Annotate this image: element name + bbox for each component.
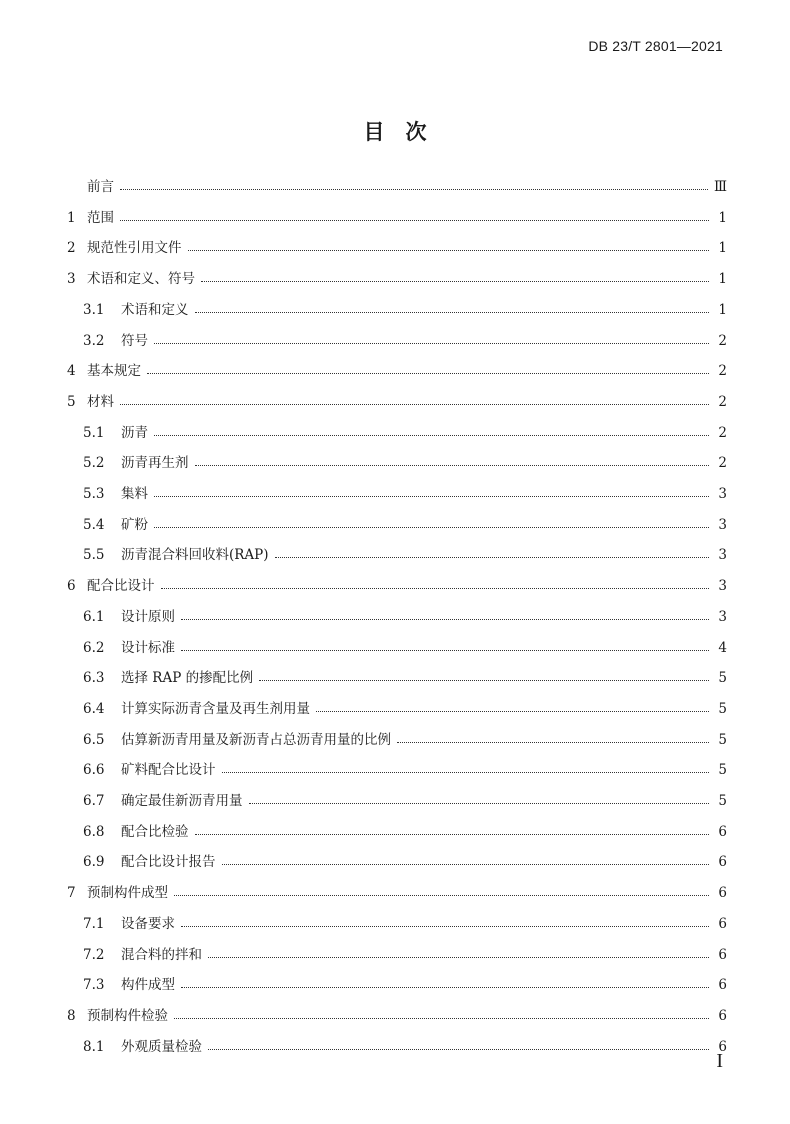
toc-entry-title: 外观质量检验 bbox=[121, 1038, 202, 1055]
toc-entry-title: 集料 bbox=[121, 486, 148, 502]
standard-code: DB 23/T 2801—2021 bbox=[588, 38, 723, 54]
toc-entry-label bbox=[83, 852, 216, 872]
toc-entry-title: 符号 bbox=[121, 332, 148, 349]
toc-entry-label bbox=[83, 945, 202, 965]
toc-entry[interactable] bbox=[0, 607, 790, 627]
toc-entry-number: 6.5 bbox=[83, 731, 105, 748]
toc-leader-dots bbox=[181, 619, 709, 620]
toc-page-number: 6 bbox=[718, 823, 727, 840]
toc-leader-dots bbox=[147, 373, 709, 374]
toc-entry-title: 基本规定 bbox=[87, 363, 141, 380]
toc-entry[interactable] bbox=[0, 331, 790, 351]
toc-entry[interactable] bbox=[0, 822, 790, 842]
toc-entry-number: 8.1 bbox=[83, 1038, 105, 1055]
toc-entry-number: 5.3 bbox=[83, 486, 105, 502]
toc-leader-dots bbox=[259, 680, 709, 681]
toc-entry-label bbox=[67, 392, 114, 412]
toc-entry[interactable] bbox=[0, 453, 790, 473]
toc-leader-dots bbox=[174, 1018, 709, 1019]
toc-entry-title: 选择 RAP 的掺配比例 bbox=[121, 670, 254, 687]
toc-entry-label bbox=[67, 177, 114, 197]
toc-page-number: 2 bbox=[718, 393, 727, 410]
toc-leader-dots bbox=[181, 987, 709, 988]
toc-page-number: 5 bbox=[718, 762, 727, 779]
toc-page-number: 5 bbox=[718, 700, 727, 717]
toc-entry-title: 规范性引用文件 bbox=[87, 240, 182, 257]
toc-entry-number: 3 bbox=[67, 271, 76, 288]
toc-entry-number: 5.5 bbox=[83, 547, 105, 564]
toc-entry-label bbox=[67, 1006, 168, 1026]
toc-leader-dots bbox=[316, 711, 709, 712]
toc-entry-number: 5.1 bbox=[83, 424, 105, 441]
toc-page-number: 4 bbox=[718, 639, 727, 656]
toc-leader-dots bbox=[397, 742, 709, 743]
toc-page-number: 3 bbox=[718, 486, 727, 502]
toc-page-number: 2 bbox=[718, 363, 727, 380]
toc-page-number: 3 bbox=[718, 608, 727, 625]
toc-entry-label bbox=[67, 361, 141, 381]
toc-page-number: 3 bbox=[718, 547, 727, 564]
toc-entry-label bbox=[67, 269, 195, 289]
toc-leader-dots bbox=[195, 834, 709, 835]
toc-entry[interactable] bbox=[0, 699, 790, 719]
toc-page-number: 2 bbox=[718, 455, 727, 472]
toc-leader-dots bbox=[195, 465, 709, 466]
toc-page-number: 2 bbox=[718, 424, 727, 441]
toc-entry-title: 范围 bbox=[87, 209, 114, 226]
toc-entry-label bbox=[83, 668, 253, 688]
toc-entry-title: 计算实际沥青含量及再生剂用量 bbox=[121, 700, 310, 717]
toc-entry-title: 构件成型 bbox=[121, 977, 175, 994]
toc-entry[interactable] bbox=[0, 423, 790, 443]
toc-leader-dots bbox=[120, 404, 709, 405]
toc-entry[interactable] bbox=[0, 545, 790, 565]
toc-entry-title: 估算新沥青用量及新沥青占总沥青用量的比例 bbox=[121, 731, 391, 748]
toc-entry-label bbox=[83, 638, 175, 658]
toc-entry[interactable] bbox=[0, 269, 790, 289]
toc-entry-title: 矿料配合比设计 bbox=[121, 762, 216, 779]
toc-entry-label bbox=[83, 423, 148, 443]
toc-page-number: 6 bbox=[718, 1038, 727, 1055]
toc-entry-title: 确定最佳新沥青用量 bbox=[121, 793, 243, 809]
toc-entry-title: 预制构件检验 bbox=[87, 1007, 168, 1024]
toc-entry-number: 1 bbox=[67, 209, 76, 226]
toc-leader-dots bbox=[154, 343, 709, 344]
toc-entry-number: 6.9 bbox=[83, 854, 105, 871]
toc-page-number: 1 bbox=[718, 301, 727, 318]
toc-entry[interactable] bbox=[0, 361, 790, 381]
toc-entry-title: 混合料的拌和 bbox=[121, 946, 202, 963]
toc-entry-number: 7.1 bbox=[83, 915, 105, 932]
toc-entry[interactable] bbox=[0, 668, 790, 688]
toc-entry-label bbox=[83, 791, 243, 811]
toc-entry-label bbox=[83, 300, 189, 320]
toc-entry[interactable] bbox=[0, 300, 790, 320]
toc-page-number: 5 bbox=[718, 670, 727, 687]
toc-entry[interactable] bbox=[0, 1006, 790, 1026]
toc-entry-label bbox=[67, 238, 182, 258]
toc-page-number: 2 bbox=[718, 332, 727, 349]
toc-entry-number: 6.6 bbox=[83, 762, 105, 779]
toc-entry[interactable] bbox=[0, 208, 790, 228]
toc-entry-label bbox=[67, 576, 155, 596]
toc-leader-dots bbox=[181, 926, 709, 927]
toc-entry-title: 设计原则 bbox=[121, 608, 175, 625]
toc-entry[interactable] bbox=[0, 791, 790, 811]
toc-page-number: 1 bbox=[718, 271, 727, 288]
toc-entry-label bbox=[67, 883, 168, 903]
toc-page-number: Ⅲ bbox=[713, 179, 727, 195]
toc-entry[interactable] bbox=[0, 515, 790, 535]
toc-leader-dots bbox=[222, 772, 709, 773]
toc-entry-title: 术语和定义、符号 bbox=[87, 271, 195, 288]
toc-leader-dots bbox=[208, 1049, 709, 1050]
toc-entry[interactable] bbox=[0, 576, 790, 596]
toc-entry-number: 7.2 bbox=[83, 946, 105, 963]
toc-entry[interactable] bbox=[0, 730, 790, 750]
toc-entry-number: 6.4 bbox=[83, 700, 105, 717]
toc-entry[interactable] bbox=[0, 883, 790, 903]
toc-entry-title: 沥青混合料回收料(RAP) bbox=[121, 547, 269, 564]
toc-entry-title: 前言 bbox=[87, 179, 114, 195]
toc-leader-dots bbox=[120, 220, 709, 221]
toc-page-number: 5 bbox=[718, 731, 727, 748]
toc-entry[interactable] bbox=[0, 760, 790, 780]
page-title: 目 次 bbox=[363, 120, 427, 144]
toc-leader-dots bbox=[161, 588, 709, 589]
toc-page-number: 1 bbox=[718, 240, 727, 257]
toc-leader-dots bbox=[249, 803, 709, 804]
toc-entry-title: 设计标准 bbox=[121, 639, 175, 656]
toc-entry-number: 3.2 bbox=[83, 332, 105, 349]
toc-entry-label bbox=[83, 545, 269, 565]
toc-leader-dots bbox=[188, 250, 709, 251]
toc-leader-dots bbox=[275, 557, 709, 558]
toc-entry[interactable] bbox=[0, 945, 790, 965]
toc-entry-title: 配合比检验 bbox=[121, 823, 189, 840]
toc-entry-number: 6.8 bbox=[83, 823, 105, 840]
toc-entry-title: 沥青再生剂 bbox=[121, 455, 189, 472]
toc-page-number: 1 bbox=[718, 209, 727, 226]
toc-entry-number: 6 bbox=[67, 578, 76, 595]
toc-leader-dots bbox=[208, 957, 709, 958]
toc-leader-dots bbox=[154, 496, 709, 497]
toc-entry-label bbox=[83, 1037, 202, 1057]
toc-entry[interactable] bbox=[0, 975, 790, 995]
toc-entry[interactable] bbox=[0, 484, 790, 504]
toc-leader-dots bbox=[181, 650, 709, 651]
toc-entry-number: 6.3 bbox=[83, 670, 105, 687]
toc-leader-dots bbox=[222, 864, 709, 865]
toc-page-number: 6 bbox=[718, 946, 727, 963]
toc-entry-title: 预制构件成型 bbox=[87, 885, 168, 902]
page-folio: I bbox=[716, 1050, 723, 1072]
toc-entry-number: 2 bbox=[67, 240, 76, 257]
toc-entry-number: 8 bbox=[67, 1007, 76, 1024]
toc-entry[interactable] bbox=[0, 852, 790, 872]
toc-page-number: 6 bbox=[718, 977, 727, 994]
toc-entry-title: 矿粉 bbox=[121, 516, 148, 533]
toc-leader-dots bbox=[201, 281, 709, 282]
toc-page-number: 6 bbox=[718, 854, 727, 871]
toc-entry-number: 7.3 bbox=[83, 977, 105, 994]
toc-entry[interactable] bbox=[0, 638, 790, 658]
toc-entry-title: 配合比设计 bbox=[87, 578, 155, 595]
toc-page-number: 6 bbox=[718, 1007, 727, 1024]
toc-leader-dots bbox=[174, 895, 709, 896]
toc-entry[interactable] bbox=[0, 238, 790, 258]
toc-leader-dots bbox=[154, 435, 709, 436]
toc-entry[interactable] bbox=[0, 914, 790, 934]
toc-entry-label bbox=[83, 975, 175, 995]
toc-page-number: 6 bbox=[718, 915, 727, 932]
toc-entry-label bbox=[83, 914, 175, 934]
toc-entry-number: 7 bbox=[67, 885, 76, 902]
toc-entry-label bbox=[83, 730, 391, 750]
toc-entry-label bbox=[83, 822, 189, 842]
toc-entry-title: 配合比设计报告 bbox=[121, 854, 216, 871]
toc-page-number: 6 bbox=[718, 885, 727, 902]
toc-entry-number: 5 bbox=[67, 393, 76, 410]
toc-entry-label bbox=[83, 453, 189, 473]
toc-entry-number: 5.4 bbox=[83, 516, 105, 533]
toc-entry-title: 材料 bbox=[87, 393, 114, 410]
toc-entry-number: 6.1 bbox=[83, 608, 105, 625]
toc-entry-label bbox=[83, 760, 216, 780]
toc-page-number: 5 bbox=[718, 793, 727, 809]
toc-entry-label bbox=[83, 699, 310, 719]
toc-entry[interactable] bbox=[0, 392, 790, 412]
toc-entry-title: 设备要求 bbox=[121, 915, 175, 932]
toc-entry-title: 沥青 bbox=[121, 424, 148, 441]
toc-entry-number: 4 bbox=[67, 363, 76, 380]
toc-entry[interactable] bbox=[0, 177, 790, 197]
toc-leader-dots bbox=[120, 189, 708, 190]
toc-entry-number: 5.2 bbox=[83, 455, 105, 472]
toc-entry-label bbox=[83, 331, 148, 351]
toc-page-number: 3 bbox=[718, 578, 727, 595]
toc-entry-title: 术语和定义 bbox=[121, 301, 189, 318]
toc-entry-number: 6.7 bbox=[83, 793, 105, 809]
toc-entry[interactable] bbox=[0, 1037, 790, 1057]
toc-entry-number: 6.2 bbox=[83, 639, 105, 656]
toc-leader-dots bbox=[195, 312, 709, 313]
toc-entry-label bbox=[83, 515, 148, 535]
toc-entry-label bbox=[67, 208, 114, 228]
toc-entry-label bbox=[83, 607, 175, 627]
toc-leader-dots bbox=[154, 527, 709, 528]
toc-page-number: 3 bbox=[718, 516, 727, 533]
toc-entry-number: 3.1 bbox=[83, 301, 105, 318]
toc-entry-label bbox=[83, 484, 148, 504]
